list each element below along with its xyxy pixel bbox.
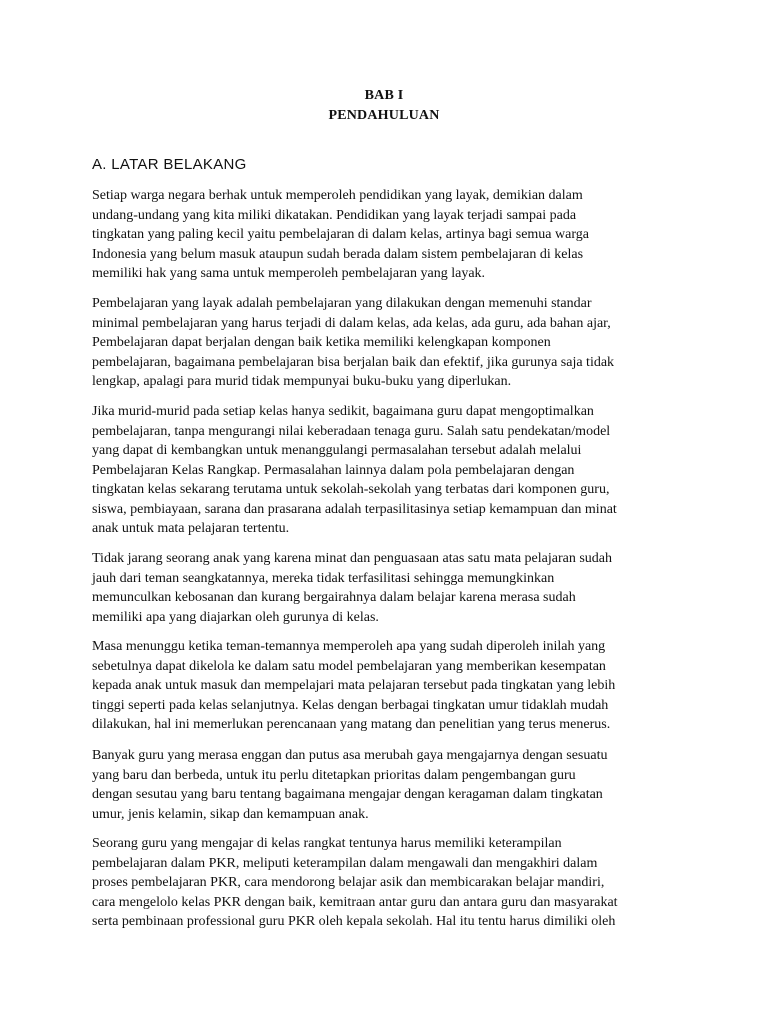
paragraph-6 xyxy=(92,746,682,824)
paragraph-2 xyxy=(92,294,682,392)
paragraph-line: memunculkan kebosanan dan kurang bergairahnya dalam belajar karena merasa sudah xyxy=(92,590,576,605)
paragraph-line: dengan sesutau yang baru tentang bagaimana mengajar dengan keragaman dalam tingkatan xyxy=(92,787,603,802)
paragraph-line: kepada anak untuk masuk dan mempelajari mata pelajaran tersebut pada tingkatan yang lebih xyxy=(92,678,616,693)
paragraph-line: siswa, pembiayaan, sarana dan prasarana adalah terpasilitasinya setiap kemampuan dan minat xyxy=(92,501,617,517)
paragraph-line: yang dapat di kembangkan untuk menanggulangi permasalahan tersebut adalah melalui xyxy=(92,443,582,458)
chapter-title: PENDAHULUAN xyxy=(328,108,440,123)
paragraph-7 xyxy=(92,834,682,932)
paragraph-line: Tidak jarang seorang anak yang karena minat dan penguasaan atas satu mata pelajaran sudah xyxy=(92,551,613,566)
paragraph-line: lengkap, apalagi para murid tidak mempunyai buku-buku yang diperlukan. xyxy=(92,374,512,389)
paragraph-line: pembelajaran, tanpa mengurangi nilai keberadaan tenaga guru. Salah satu pendekatan/model xyxy=(92,423,611,439)
paragraph-line: umur, jenis kelamin, sikap dan kemampuan anak. xyxy=(92,806,369,822)
paragraph-line: Pembelajaran dapat berjalan dengan baik ketika memiliki kelengkapan komponen xyxy=(92,335,551,350)
paragraph-line: tingkatan kelas sekarang terutama untuk sekolah-sekolah yang terbatas dari komponen guru, xyxy=(92,482,610,497)
paragraph-line: tinggi seperti pada kelas selanjutnya. Kelas dengan berbagai tingkatan umur tidaklah mudah xyxy=(92,697,609,713)
paragraph-line: minimal pembelajaran yang harus terjadi di dalam kelas, ada kelas, ada guru, ada bahan ajar, xyxy=(92,315,611,331)
paragraph-line: serta pembinaan professional guru PKR oleh kepala sekolah. Hal itu tentu harus dimiliki oleh xyxy=(92,914,616,929)
paragraph-line: Indonesia yang belum masuk ataupun sudah berada dalam sistem pembelajaran di kelas xyxy=(92,246,584,262)
paragraph-line: pembelajaran dalam PKR, meliputi keterampilan dalam mengawali dan mengakhiri dalam xyxy=(92,855,598,871)
paragraph-line: Banyak guru yang merasa enggan dan putus asa merubah gaya mengajarnya dengan sesuatu xyxy=(92,748,608,763)
paragraph-line: cara mengelolo kelas PKR dengan baik, kemitraan antar guru dan antara guru dan masyarakat xyxy=(92,894,618,910)
paragraph-line: proses pembelajaran PKR, cara mendorong belajar asik dan membicarakan belajar mandiri, xyxy=(92,875,605,890)
paragraph-line: memiliki apa yang diajarkan oleh gurunya di kelas. xyxy=(92,609,379,625)
paragraph-line: tingkatan yang paling kecil yaitu pembelajaran di dalam kelas, artinya bagi semua warga xyxy=(92,227,589,242)
paragraph-line: memiliki hak yang sama untuk memperoleh pembelajaran yang layak. xyxy=(92,266,486,281)
paragraph-3 xyxy=(92,402,682,539)
paragraph-line: jauh dari teman seangkatannya, mereka tidak terfasilitasi sehingga memungkinkan xyxy=(92,570,555,586)
paragraph-line: Pembelajaran Kelas Rangkap. Permasalahan lainnya dalam pola pembelajaran dengan xyxy=(92,462,575,478)
paragraph-line: Setiap warga negara berhak untuk memperoleh pendidikan yang layak, demikian dalam xyxy=(92,188,583,203)
paragraph-1 xyxy=(92,186,682,284)
paragraph-line: yang baru dan berbeda, untuk itu perlu ditetapkan prioritas dalam pengembangan guru xyxy=(92,767,576,783)
section-heading: A. LATAR BELAKANG xyxy=(92,156,247,173)
paragraph-line: dilakukan, hal ini memerlukan perencanaan yang matang dan penelitian yang terus menerus. xyxy=(92,717,611,732)
paragraph-4 xyxy=(92,549,682,627)
paragraph-line: Masa menunggu ketika teman-temannya memperoleh apa yang sudah diperoleh inilah yang xyxy=(92,639,606,654)
paragraph-line: Seorang guru yang mengajar di kelas rangkat tentunya harus memiliki keterampilan xyxy=(92,836,562,851)
paragraph-line: undang-undang yang kita miliki dikatakan. Pendidikan yang layak terjadi sampai pada xyxy=(92,207,577,223)
paragraph-line: Jika murid-murid pada setiap kelas hanya sedikit, bagaimana guru dapat mengoptimalkan xyxy=(92,404,594,419)
paragraph-5 xyxy=(92,637,682,735)
paragraph-line: anak untuk mata pelajaran tertentu. xyxy=(92,521,290,536)
paragraph-line: pembelajaran, bagaimana pembelajaran bisa berjalan baik dan efektif, jika gurunya saja tidak xyxy=(92,354,615,370)
paragraph-line: sebetulnya dapat dikelola ke dalam satu model pembelajaran yang memberikan kesempatan xyxy=(92,658,606,674)
chapter-number: BAB I xyxy=(364,88,404,103)
paragraph-line: Pembelajaran yang layak adalah pembelajaran yang dilakukan dengan memenuhi standar xyxy=(92,296,592,311)
